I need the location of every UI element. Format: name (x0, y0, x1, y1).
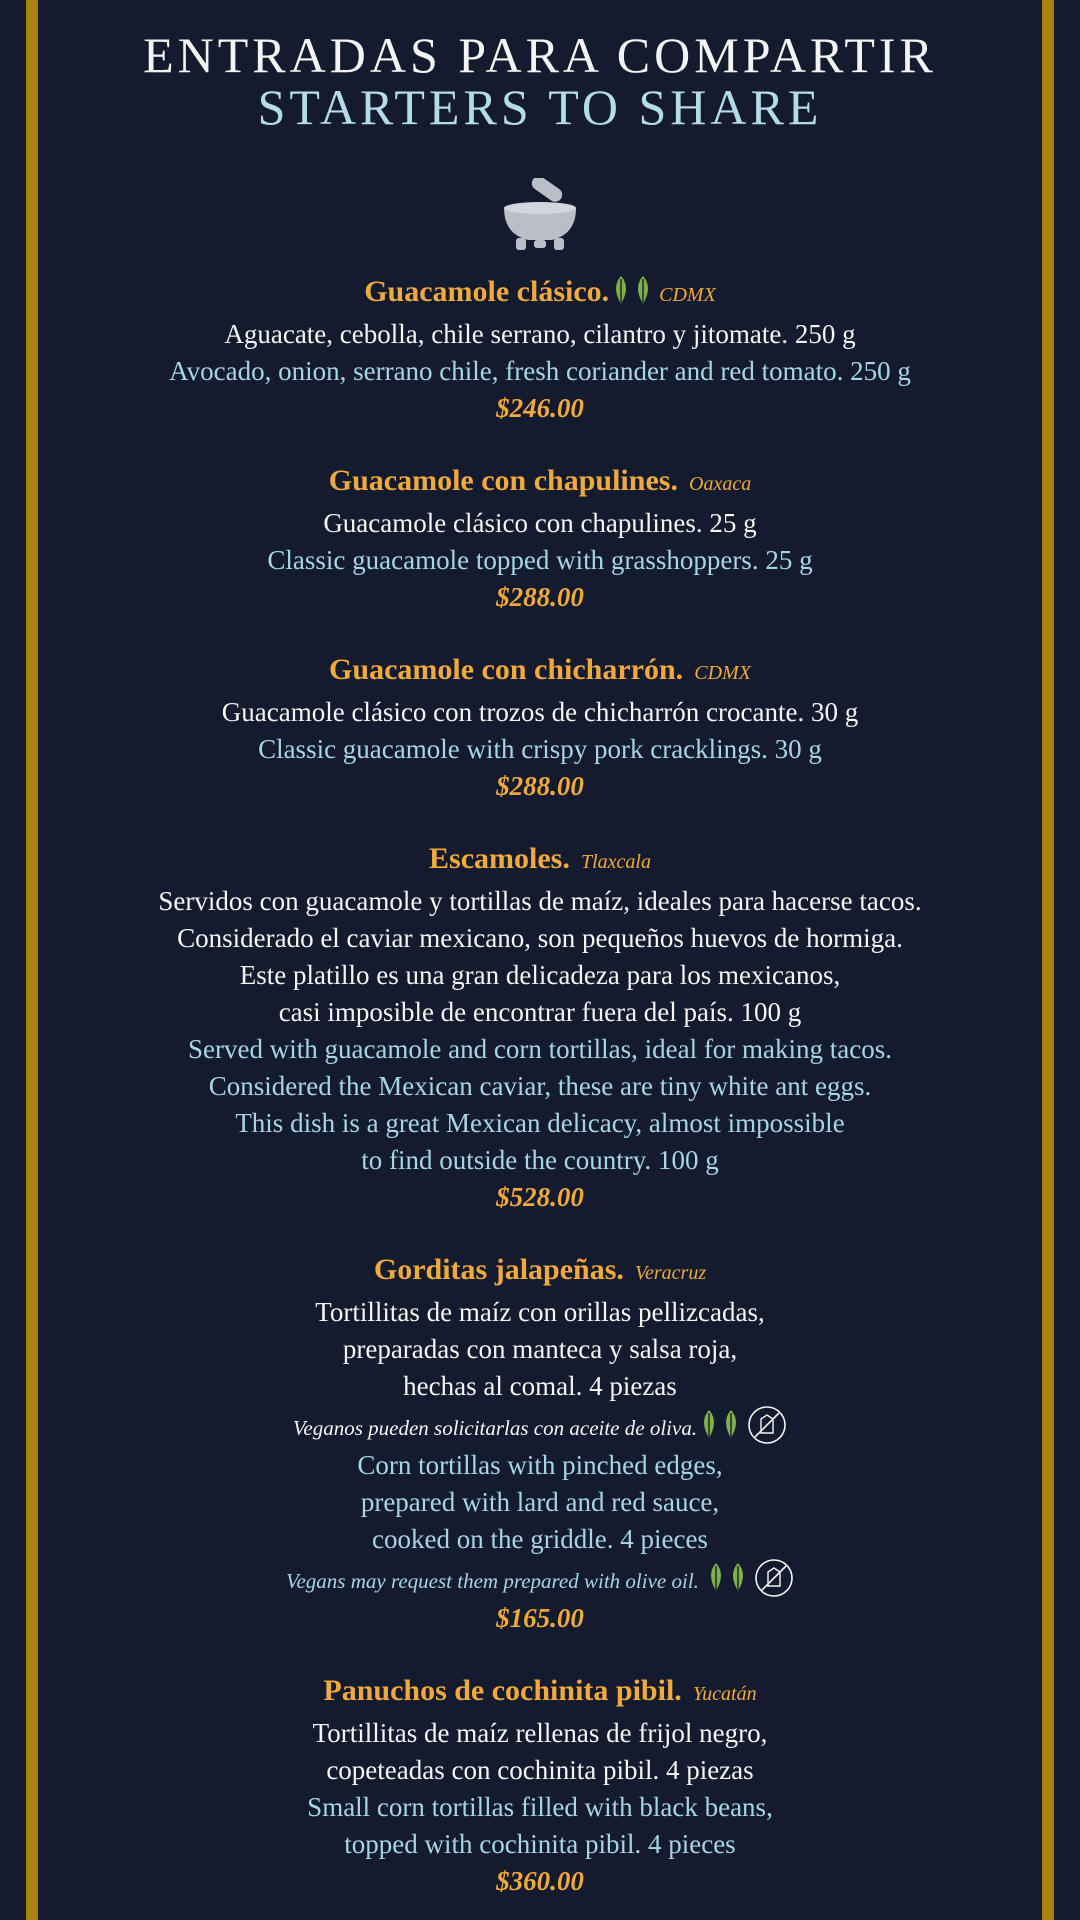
item-name: Guacamole con chapulines. (328, 464, 678, 497)
menu-item (40, 650, 1040, 805)
vegan-note-en: Vegans may request them prepared with olive oil. (285, 1569, 699, 1593)
description-es: casi imposible de encontrar fuera del país. 100 g (278, 997, 802, 1027)
item-price: $288.00 (496, 771, 584, 801)
description-en: Considered the Mexican caviar, these are tiny white ant eggs. (208, 1071, 872, 1101)
menu-item (40, 1250, 1040, 1637)
description-en: Served with guacamole and corn tortillas, ideal for making tacos. (187, 1034, 893, 1064)
description-es: Considerado el caviar mexicano, son pequeños huevos de hormiga. (177, 923, 903, 953)
item-price: $165.00 (496, 1603, 584, 1633)
right-gold-border (1042, 0, 1054, 1920)
item-name: Panuchos de cochinita pibil. (323, 1674, 682, 1707)
description-es: preparadas con manteca y salsa roja, (342, 1334, 738, 1364)
menu-item (40, 1671, 1040, 1900)
item-name: Guacamole clásico. (364, 275, 610, 308)
vegan-note-es: Veganos pueden solicitarlas con aceite de oliva. (292, 1416, 698, 1440)
description-es: Guacamole clásico con chapulines. 25 g (323, 508, 757, 538)
description-en: Classic guacamole topped with grasshoppers. 25 g (267, 545, 813, 575)
item-name: Gorditas jalapeñas. (373, 1253, 624, 1286)
item-name: Escamoles. (429, 842, 570, 875)
description-es: Tortillitas de maíz rellenas de frijol negro, (312, 1718, 768, 1748)
dairy-free-icon (754, 1558, 794, 1598)
left-gold-border (26, 0, 38, 1920)
vegan-leaf-icon (699, 1409, 719, 1439)
description-en: Avocado, onion, serrano chile, fresh coriander and red tomato. 250 g (169, 356, 911, 386)
description-es: Tortillitas de maíz con orillas pellizcadas, (315, 1297, 765, 1327)
vegan-leaf-icon (706, 1562, 726, 1592)
description-en: to find outside the country. 100 g (361, 1145, 719, 1175)
description-es: copeteadas con cochinita pibil. 4 piezas (326, 1755, 754, 1785)
item-price: $360.00 (496, 1866, 584, 1896)
description-es: Este platillo es una gran delicadeza para los mexicanos, (239, 960, 841, 990)
item-region: CDMX (659, 284, 716, 306)
menu-item (40, 272, 1040, 427)
description-en: topped with cochinita pibil. 4 pieces (344, 1829, 736, 1859)
item-price: $288.00 (496, 582, 584, 612)
vegan-leaf-icon (633, 275, 653, 305)
dairy-free-icon (747, 1405, 787, 1445)
menu-item (40, 839, 1040, 1216)
vegan-leaf-icon (721, 1409, 741, 1439)
item-name: Guacamole con chicharrón. (329, 653, 684, 686)
description-en: This dish is a great Mexican delicacy, almost impossible (235, 1108, 845, 1138)
item-region: Yucatán (692, 1683, 757, 1705)
item-region: Tlaxcala (580, 851, 651, 873)
item-region: CDMX (694, 662, 751, 684)
description-en: cooked on the griddle. 4 pieces (372, 1524, 708, 1554)
description-en: Small corn tortillas filled with black beans, (307, 1792, 773, 1822)
description-en: Corn tortillas with pinched edges, (357, 1450, 723, 1480)
item-price: $528.00 (496, 1182, 584, 1212)
title-english: STARTERS TO SHARE (257, 79, 823, 135)
description-en: prepared with lard and red sauce, (360, 1487, 720, 1517)
menu-page (40, 0, 1040, 1920)
description-es: Aguacate, cebolla, chile serrano, cilantro y jitomate. 250 g (224, 319, 856, 349)
vegan-leaf-icon (611, 275, 631, 305)
title-spanish: ENTRADAS PARA COMPARTIR (143, 27, 937, 83)
description-en: Classic guacamole with crispy pork cracklings. 30 g (258, 734, 822, 764)
item-price: $246.00 (496, 393, 584, 423)
mortar-pestle-icon (500, 178, 580, 254)
description-es: Servidos con guacamole y tortillas de maíz, ideales para hacerse tacos. (158, 886, 922, 916)
description-es: hechas al comal. 4 piezas (403, 1371, 677, 1401)
item-region: Oaxaca (689, 473, 752, 495)
description-es: Guacamole clásico con trozos de chicharrón crocante. 30 g (221, 697, 859, 727)
menu-item (40, 461, 1040, 616)
item-region: Veracruz (635, 1262, 707, 1284)
vegan-leaf-icon (728, 1562, 748, 1592)
